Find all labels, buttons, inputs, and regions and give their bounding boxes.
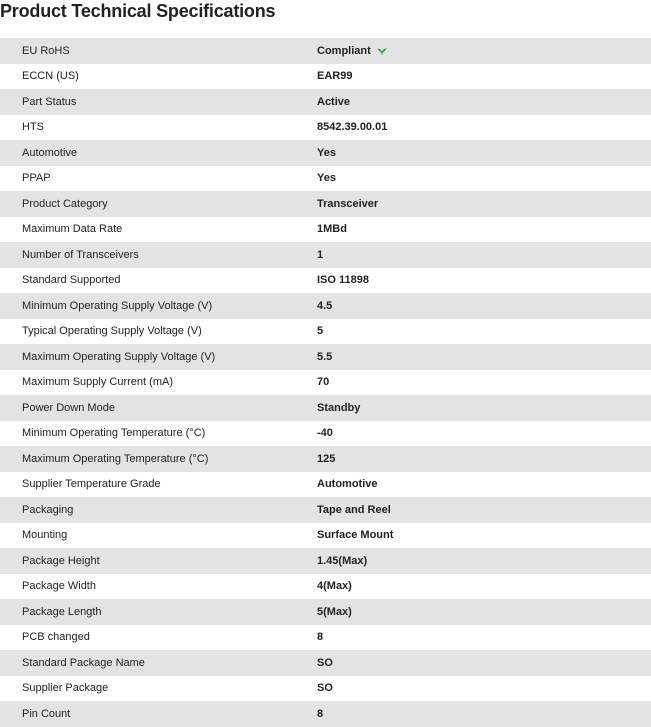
spec-row [0,472,651,498]
spec-label: Maximum Data Rate [22,223,123,236]
spec-row [0,115,651,141]
spec-value-text: 1 [317,248,324,261]
spec-value [317,504,391,516]
spec-label: Number of Transceivers [22,248,139,261]
spec-value-text: 1MBd [317,223,347,236]
spec-value-text: Automotive [317,478,378,491]
spec-row [0,599,651,625]
spec-value-text: 125 [317,452,336,465]
spec-label: Product Category [22,197,108,210]
page-title: Product Technical Specifications [0,1,276,21]
spec-label: Packaging [22,503,74,516]
spec-row [0,217,651,243]
spec-value-text: 70 [317,376,330,389]
spec-value [317,70,352,82]
spec-row [0,497,651,523]
spec-row [0,446,651,472]
spec-row [0,140,651,166]
spec-value-text: EAR99 [317,70,353,83]
spec-value [317,121,387,133]
spec-value [317,198,378,210]
spec-value [317,325,323,337]
spec-value-text: Surface Mount [317,529,394,542]
spec-label: Package Length [22,605,102,618]
spec-label: EU RoHS [22,44,70,57]
spec-row [0,319,651,345]
spec-value [317,657,333,669]
spec-label: Standard Supported [22,274,121,287]
spec-label: Package Height [22,554,100,567]
spec-label: Supplier Temperature Grade [22,478,161,491]
spec-row [0,191,651,217]
spec-row [0,166,651,192]
spec-label: Typical Operating Supply Voltage (V) [22,325,202,338]
spec-value-text: SO [317,656,333,669]
spec-value [317,427,333,439]
spec-label: HTS [22,121,44,134]
leaf-icon [376,46,388,56]
spec-row [0,523,651,549]
spec-label: Package Width [22,580,96,593]
spec-value-text: Active [317,95,351,108]
spec-value-text: Yes [317,146,336,159]
spec-value-text: 5.5 [317,350,333,363]
spec-label: Part Status [22,95,77,108]
spec-label: Automotive [22,146,78,159]
spec-row [0,701,651,727]
spec-label: PCB changed [22,631,90,644]
spec-value [317,453,335,465]
spec-value-text: 4(Max) [317,580,352,593]
spec-value [317,580,352,592]
spec-value [317,274,369,286]
spec-value [317,300,332,312]
spec-label: Maximum Operating Supply Voltage (V) [22,350,216,363]
spec-row [0,676,651,702]
spec-value-text: Transceiver [317,197,379,210]
spec-label: PPAP [22,172,51,185]
spec-value-text: 5(Max) [317,605,352,618]
spec-label: Minimum Operating Supply Voltage (V) [22,299,213,312]
spec-value-text: Standby [317,401,361,414]
spec-row [0,574,651,600]
spec-value [317,147,336,159]
spec-value [317,555,367,567]
spec-value [317,96,350,108]
spec-value-text: SO [317,682,333,695]
spec-value-text: 8542.39.00.01 [317,121,388,134]
spec-value [317,249,323,261]
spec-value-text: 8 [317,631,324,644]
spec-label: ECCN (US) [22,70,79,83]
spec-row [0,421,651,447]
spec-value [317,478,378,490]
spec-label: Mounting [22,529,68,542]
spec-label: Power Down Mode [22,401,115,414]
spec-label: Maximum Supply Current (mA) [22,376,173,389]
spec-value-text: -40 [317,427,333,440]
spec-label: Pin Count [22,707,71,720]
spec-value-text: 5 [317,325,324,338]
spec-value [317,529,393,541]
spec-row [0,548,651,574]
spec-label: Standard Package Name [22,656,145,669]
spec-value [317,708,323,720]
spec-value [317,45,388,57]
spec-row [0,395,651,421]
spec-row [0,268,651,294]
spec-row [0,64,651,90]
spec-value-text: 8 [317,707,324,720]
spec-value-text: Yes [317,172,336,185]
spec-value [317,172,336,184]
spec-value-text: ISO 11898 [317,274,369,287]
spec-value-text: 1.45(Max) [317,554,368,567]
spec-value [317,631,323,643]
spec-label: Minimum Operating Temperature (°C) [22,427,206,440]
spec-row [0,293,651,319]
spec-value [317,402,360,414]
spec-value [317,223,347,235]
spec-value [317,351,332,363]
spec-value [317,606,352,618]
spec-value-text: Tape and Reel [317,503,391,516]
spec-value-text: 4.5 [317,299,333,312]
spec-value-text: Compliant [317,44,371,57]
spec-row [0,242,651,268]
spec-row [0,625,651,651]
spec-value [317,376,329,388]
spec-row [0,344,651,370]
spec-row [0,38,651,64]
spec-row [0,89,651,115]
spec-label: Supplier Package [22,682,109,695]
spec-row [0,370,651,396]
spec-label: Maximum Operating Temperature (°C) [22,452,209,465]
spec-row [0,650,651,676]
spec-value [317,682,333,694]
spec-table [0,38,651,727]
